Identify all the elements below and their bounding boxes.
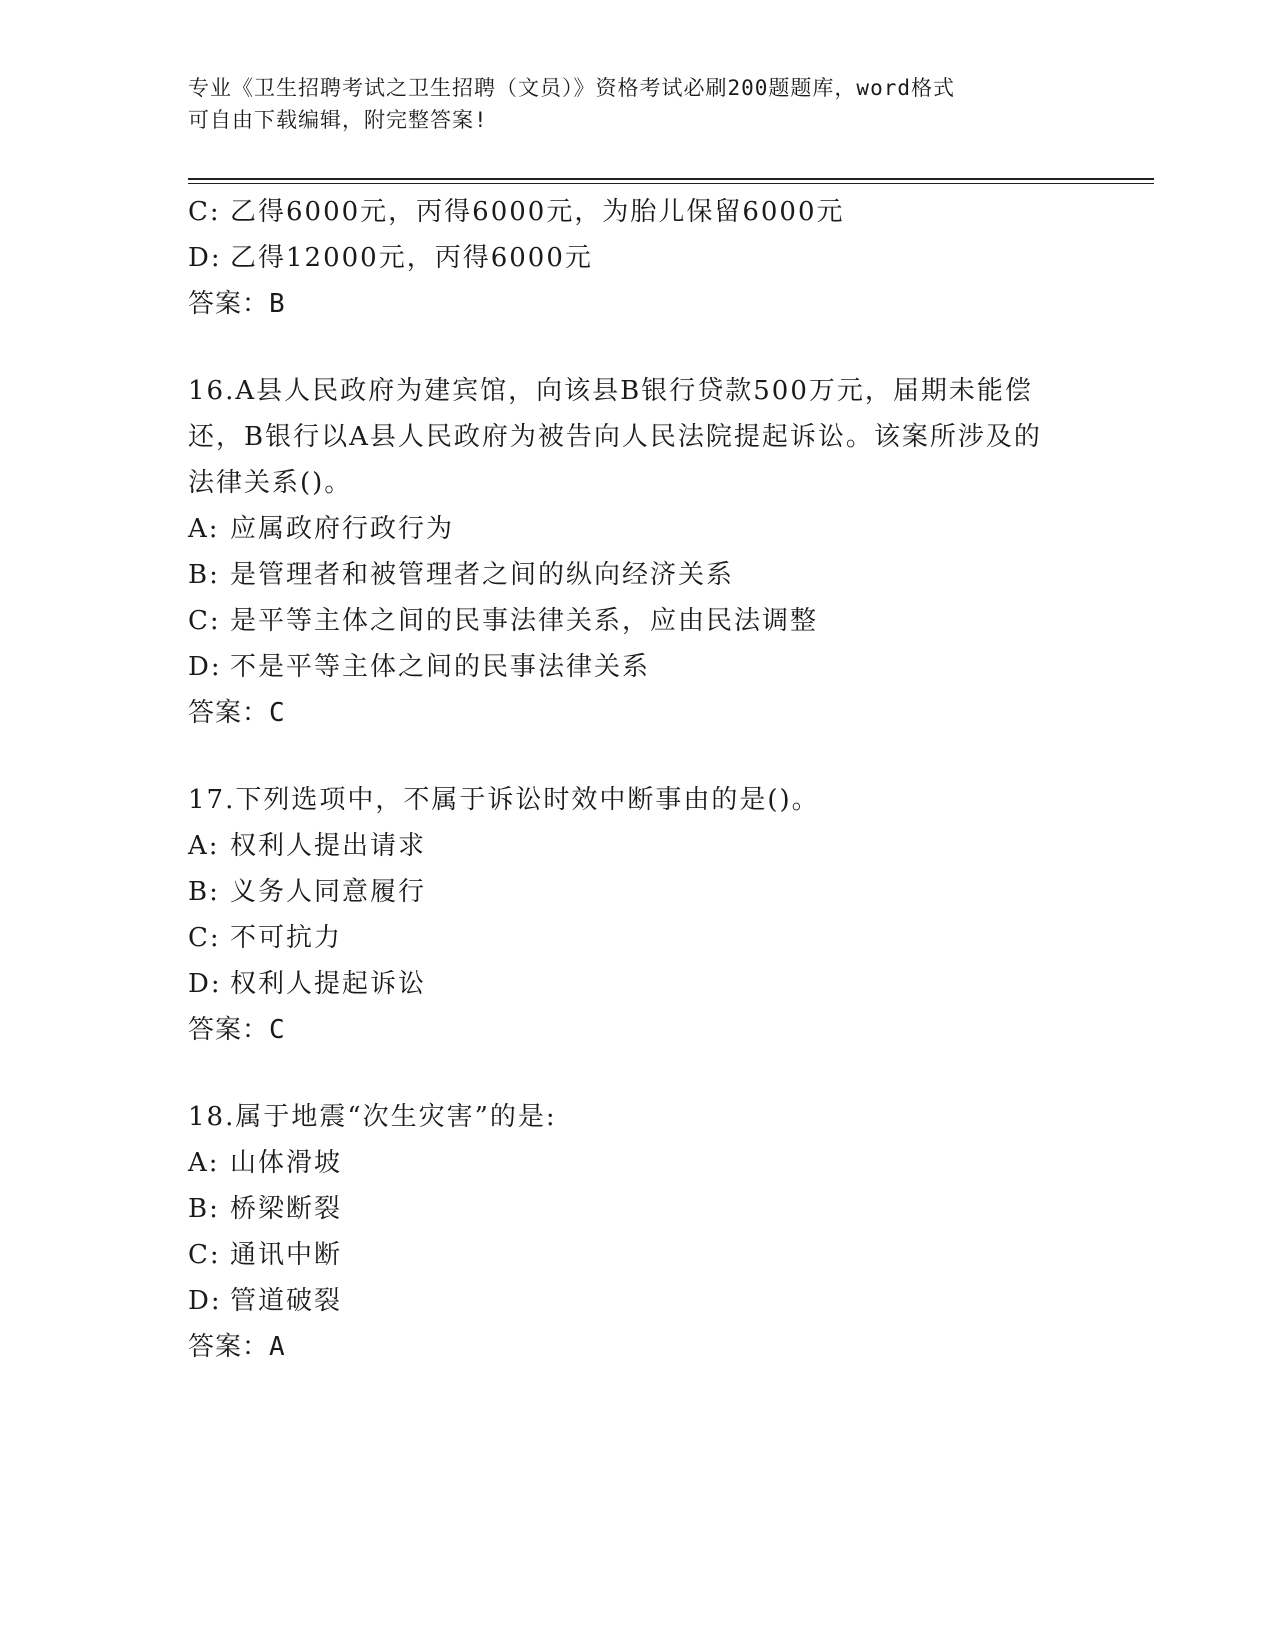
question-stem-line: 17.下列选项中，不属于诉讼时效中断事由的是()。 [188,785,820,815]
header-divider-thick [188,178,1154,180]
option-label: A: [188,831,220,861]
answer-line: 答案：C [188,1015,286,1045]
question-stem-line: 还，B银行以A县人民政府为被告向人民法院提起诉讼。该案所涉及的 [188,422,1042,452]
answer-line: 答案：B [188,289,286,319]
answer-line: 答案：A [188,1332,286,1362]
header-divider-thin [188,183,1154,184]
option-label: D: [188,1286,222,1316]
question-17 [188,777,1088,1053]
option-b [188,869,1088,915]
option-text: 不可抗力 [230,923,343,953]
header-title-line-1: 专业《卫生招聘考试之卫生招聘（文员）》资格考试必刷200题题库，word格式 [188,76,955,100]
option-d [188,644,1088,690]
option-d [188,235,1088,281]
question-stem-line: 16.A县人民政府为建宾馆，向该县B银行贷款500万元，届期未能偿 [188,376,1033,406]
option-a [188,823,1088,869]
option-d [188,1278,1088,1324]
option-text: 权利人提起诉讼 [230,969,427,999]
option-text: 管道破裂 [230,1286,343,1316]
option-b [188,552,1088,598]
option-label: C: [188,606,221,636]
question-18 [188,1094,1088,1370]
option-label: D: [188,243,222,273]
question-16 [188,368,1088,736]
option-a [188,1140,1088,1186]
option-text: 乙得12000元，丙得6000元 [230,243,593,273]
option-label: B: [188,877,220,907]
option-label: B: [188,560,220,590]
option-text: 不是平等主体之间的民事法律关系 [230,652,651,682]
prev-question-block [188,189,1088,327]
question-stem-line: 18.属于地震“次生灾害”的是: [188,1102,557,1132]
answer-line: 答案：C [188,698,286,728]
document-header [188,72,1068,136]
option-label: D: [188,652,222,682]
question-stem-line: 法律关系()。 [188,468,353,498]
option-text: 义务人同意履行 [230,877,427,907]
option-label: A: [188,1148,220,1178]
option-text: 是管理者和被管理者之间的纵向经济关系 [230,560,735,590]
question-content [188,189,1088,1370]
header-title-line-2: 可自由下载编辑，附完整答案! [188,108,488,132]
option-label: A: [188,514,220,544]
option-c [188,189,1088,235]
option-a [188,506,1088,552]
option-text: 乙得6000元，丙得6000元，为胎儿保留6000元 [230,197,845,227]
option-text: 通讯中断 [230,1240,343,1270]
option-label: D: [188,969,222,999]
option-text: 权利人提出请求 [230,831,427,861]
option-c [188,1232,1088,1278]
option-c [188,915,1088,961]
option-text: 是平等主体之间的民事法律关系，应由民法调整 [230,606,819,636]
option-label: C: [188,1240,221,1270]
option-b [188,1186,1088,1232]
option-text: 山体滑坡 [230,1148,343,1178]
option-label: C: [188,197,221,227]
option-c [188,598,1088,644]
option-label: B: [188,1194,220,1224]
option-d [188,961,1088,1007]
option-text: 应属政府行政行为 [230,514,455,544]
option-text: 桥梁断裂 [230,1194,343,1224]
option-label: C: [188,923,221,953]
